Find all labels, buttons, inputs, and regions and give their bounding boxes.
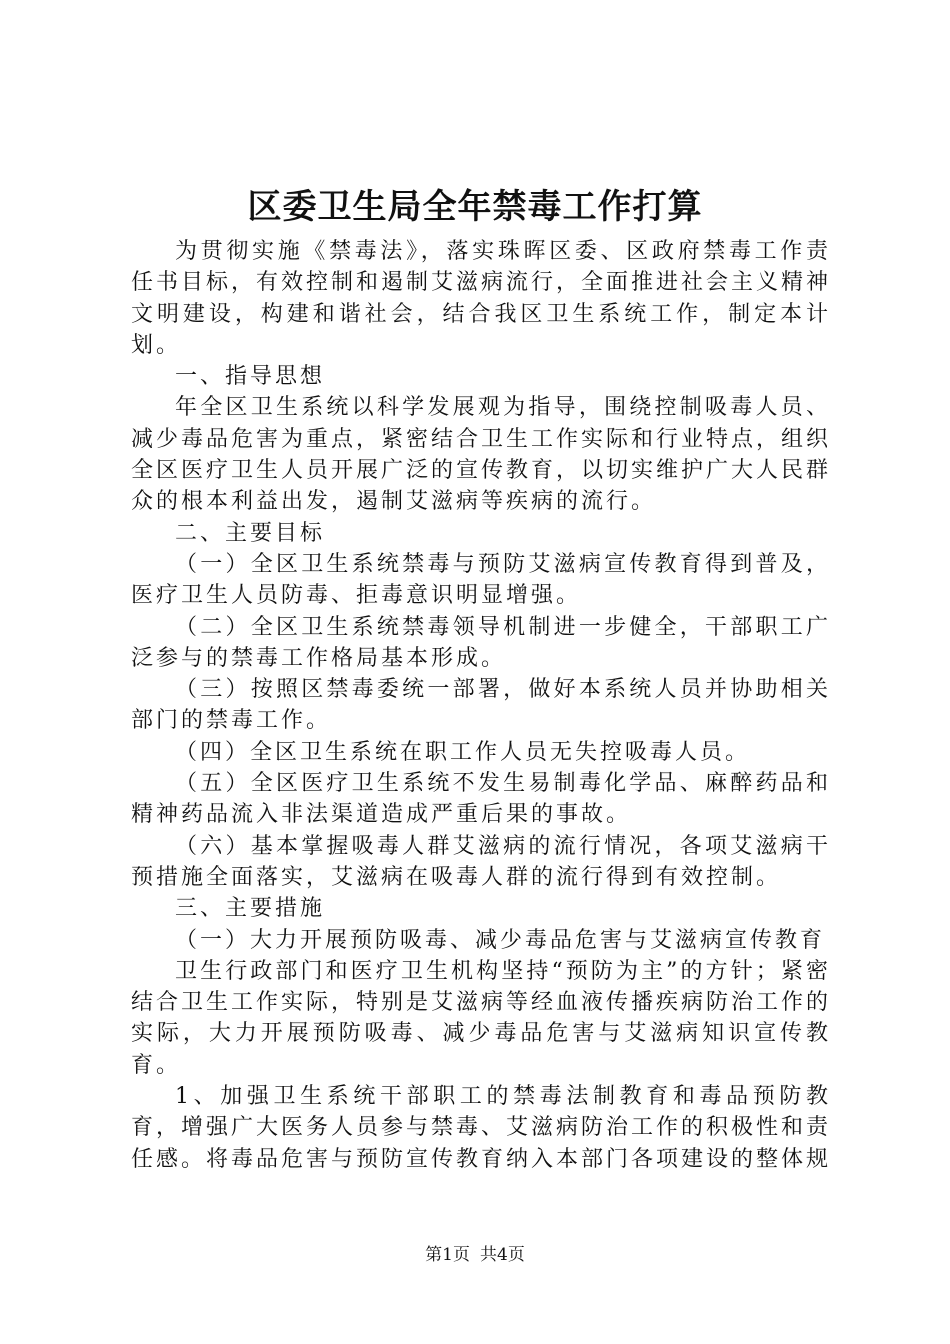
section-heading-guiding-ideology: 一、指导思想 [175,364,326,390]
document-body [131,236,831,1175]
paragraph-measure-1: 卫生行政部门和医疗卫生机构坚持“预防为主”的方针；紧密结合卫生工作实际，特别是艾滋病等经血液传播疾病防治工作的实际，大力开展预防吸毒、减少毒品危害与艾滋病知识宣传教育。 [131,958,832,1078]
section-heading-main-measures: 三、主要措施 [175,896,326,922]
goal-item-3: （三）按照区禁毒委统一部署，做好本系统人员并协助相关部门的禁毒工作。 [131,677,831,734]
section-heading-main-goals: 二、主要目标 [175,520,326,546]
document-title: 区委卫生局全年禁毒工作打算 [247,187,703,227]
measure-heading-1: （一）大力开展预防吸毒、减少毒品危害与艾滋病宣传教育 [175,927,826,953]
paragraph-guiding-ideology: 年全区卫生系统以科学发展观为指导，围绕控制吸毒人员、减少毒品危害为重点，紧密结合卫生工作实际和行业特点，组织全区医疗卫生人员开展广泛的宣传教育，以切实维护广大人民群众的根本利益出发，遏制艾滋病等疾病的流行。 [131,395,832,515]
page-number: 第1页 [425,1245,470,1265]
goal-item-4: （四）全区卫生系统在职工作人员无失控吸毒人员。 [175,739,751,765]
page-total: 共4页 [480,1245,525,1265]
paragraph-measure-1-item-1: 1、加强卫生系统干部职工的禁毒法制教育和毒品预防教育，增强广大医务人员参与禁毒、艾滋病防治工作的积极性和责任感。将毒品危害与预防宣传教育纳入本部门各项建设的整体规 [131,1084,832,1172]
goal-item-1: （一）全区卫生系统禁毒与预防艾滋病宣传教育得到普及，医疗卫生人员防毒、拒毒意识明显增强。 [131,551,831,609]
paragraph-intro: 为贯彻实施《禁毒法》，落实珠晖区委、区政府禁毒工作责任书目标，有效控制和遏制艾滋病流行，全面推进社会主义精神文明建设，构建和谐社会，结合我区卫生系统工作，制定本计划。 [131,239,832,358]
goal-item-5: （五）全区医疗卫生系统不发生易制毒化学品、麻醉药品和精神药品流入非法渠道造成严重后果的事故。 [131,771,831,828]
page-footer [0,1244,950,1266]
goal-item-6: （六）基本掌握吸毒人群艾滋病的流行情况，各项艾滋病干预措施全面落实，艾滋病在吸毒人群的流行得到有效控制。 [131,833,831,890]
goal-item-2: （二）全区卫生系统禁毒领导机制进一步健全，干部职工广泛参与的禁毒工作格局基本形成。 [131,614,831,671]
